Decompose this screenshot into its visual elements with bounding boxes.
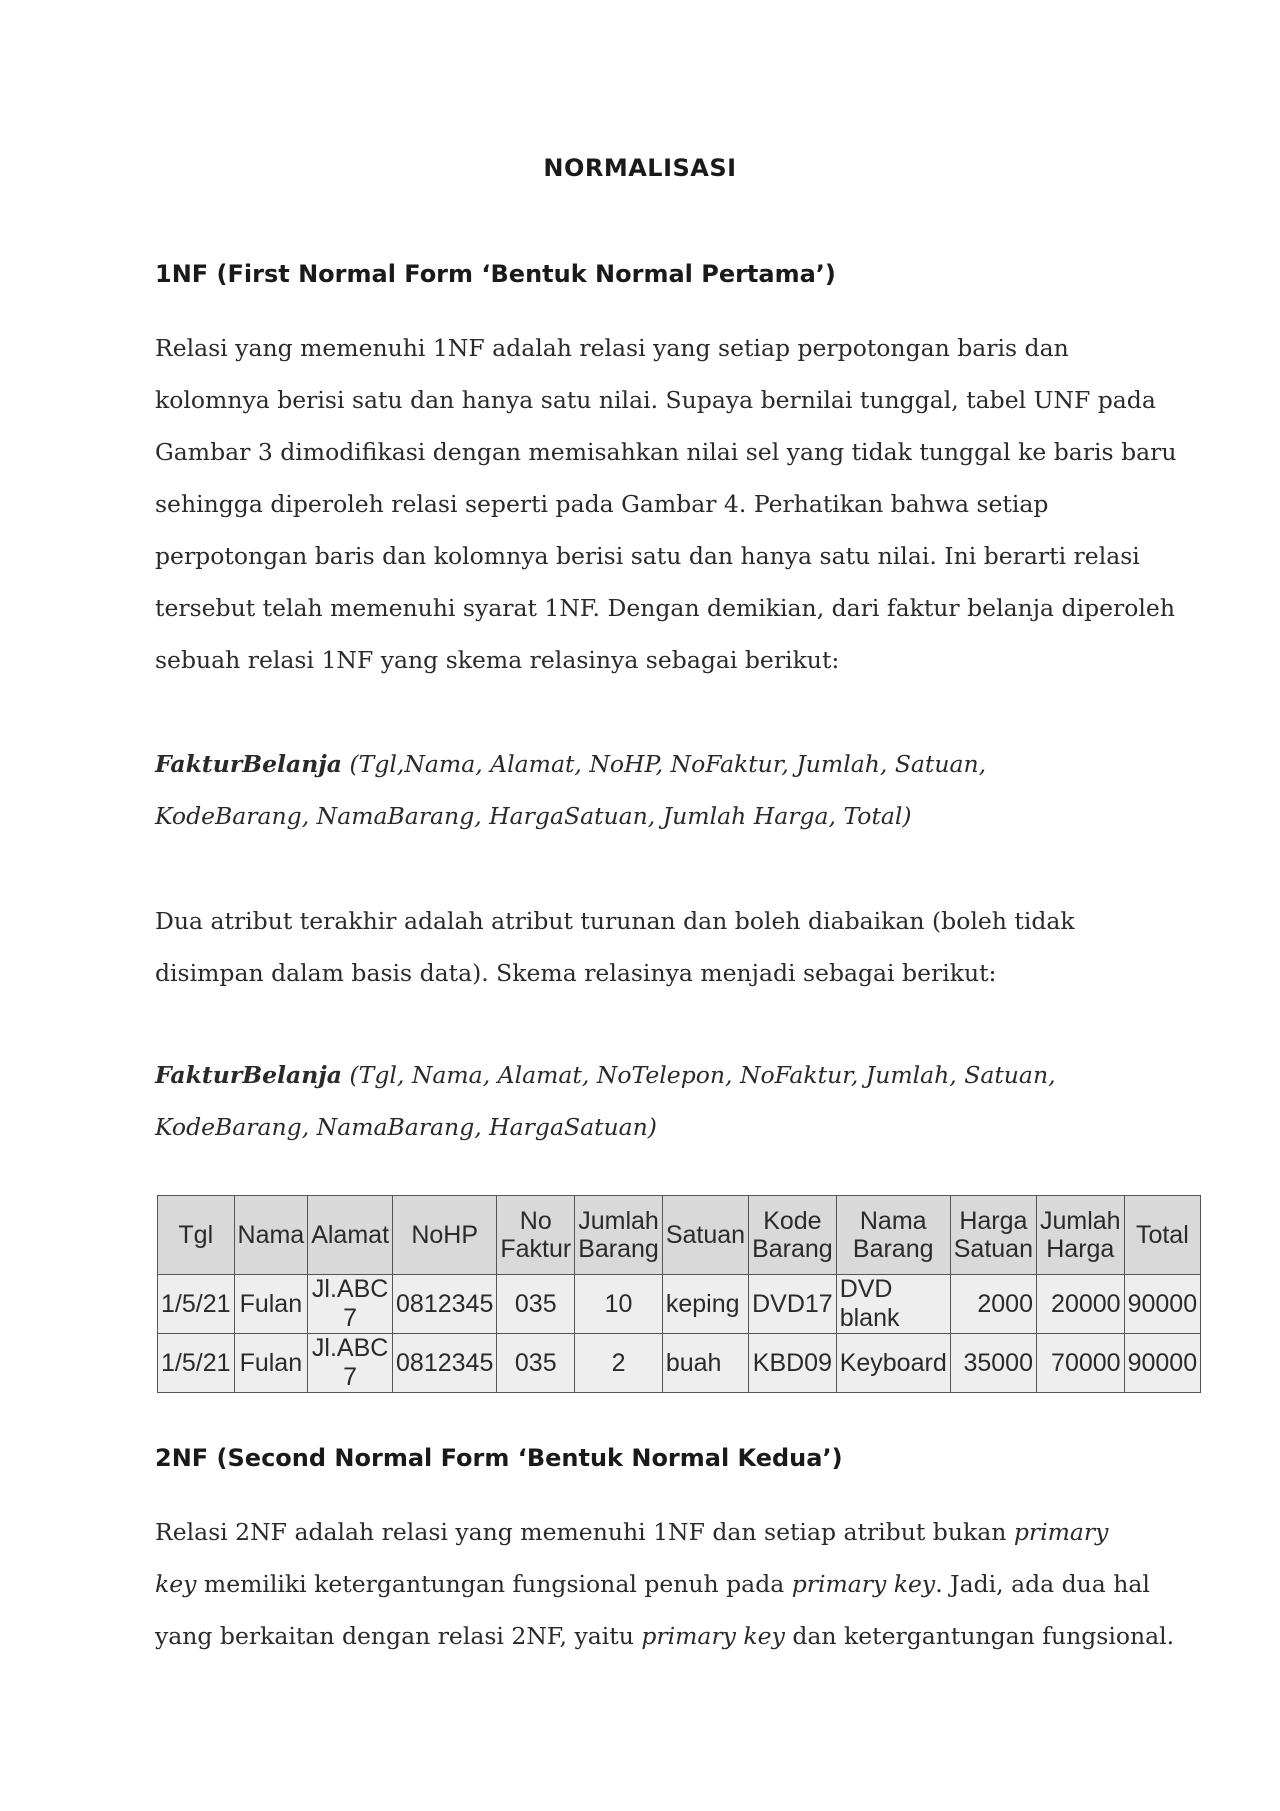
- table-cell: 0812345: [393, 1334, 497, 1393]
- table-cell: Jl.ABC 7: [308, 1275, 393, 1334]
- header-total: Total: [1124, 1196, 1201, 1275]
- table-cell: Fulan: [234, 1275, 308, 1334]
- paragraph-line: disimpan dalam basis data). Skema relasinya menjadi sebagai berikut:: [155, 959, 997, 987]
- table-cell: Jl.ABC 7: [308, 1334, 393, 1393]
- table-cell: DVD blank: [836, 1275, 950, 1334]
- header-no-faktur: No Faktur: [497, 1196, 575, 1275]
- table-cell: KBD09: [749, 1334, 837, 1393]
- table-cell: 1/5/21: [158, 1334, 235, 1393]
- relation-name: FakturBelanja: [155, 1061, 343, 1089]
- table-cell: buah: [662, 1334, 748, 1393]
- schema-line: KodeBarang, NamaBarang, HargaSatuan): [155, 1113, 657, 1141]
- table-row: [158, 1275, 1201, 1334]
- page-title: NORMALISASI: [543, 154, 737, 182]
- table-row: [158, 1334, 1201, 1393]
- table-cell: 0812345: [393, 1275, 497, 1334]
- section-1nf-paragraph: [155, 322, 1177, 686]
- paragraph-line: key memiliki ketergantungan fungsional penuh pada primary key. Jadi, ada dua hal: [155, 1570, 1150, 1598]
- paragraph-line: kolomnya berisi satu dan hanya satu nilai. Supaya bernilai tunggal, tabel UNF pada: [155, 386, 1156, 414]
- term-emphasis: key: [155, 1570, 197, 1598]
- paragraph-line: Relasi 2NF adalah relasi yang memenuhi 1NF dan setiap atribut bukan primary: [155, 1518, 1109, 1546]
- paragraph-line: Dua atribut terakhir adalah atribut turunan dan boleh diabaikan (boleh tidak: [155, 907, 1075, 935]
- paragraph-line: tersebut telah memenuhi syarat 1NF. Dengan demikian, dari faktur belanja diperoleh: [155, 594, 1175, 622]
- table-header-row: [158, 1196, 1201, 1275]
- table-cell: 35000: [950, 1334, 1036, 1393]
- table-cell: Keyboard: [836, 1334, 950, 1393]
- schema-line: KodeBarang, NamaBarang, HargaSatuan, Jumlah Harga, Total): [155, 802, 912, 830]
- section-2nf-heading: 2NF (Second Normal Form ‘Bentuk Normal Kedua’): [155, 1444, 843, 1472]
- table-cell: 90000: [1124, 1275, 1201, 1334]
- paragraph-line: Relasi yang memenuhi 1NF adalah relasi yang setiap perpotongan baris dan: [155, 334, 1069, 362]
- table-cell: 10: [575, 1275, 663, 1334]
- table-cell: 90000: [1124, 1334, 1201, 1393]
- schema-attributes: (Tgl,Nama, Alamat, NoHP, NoFaktur, Jumlah, Satuan,: [342, 750, 987, 778]
- table-cell: 2: [575, 1334, 663, 1393]
- paragraph-line: Gambar 3 dimodifikasi dengan memisahkan nilai sel yang tidak tunggal ke baris baru: [155, 438, 1177, 466]
- table-cell: 2000: [950, 1275, 1036, 1334]
- header-kode-barang: Kode Barang: [749, 1196, 837, 1275]
- table-cell: DVD17: [749, 1275, 837, 1334]
- relation-name: FakturBelanja: [155, 750, 343, 778]
- header-jumlah-harga: Jumlah Harga: [1036, 1196, 1124, 1275]
- header-nama-barang: Nama Barang: [836, 1196, 950, 1275]
- table-cell: keping: [662, 1275, 748, 1334]
- table-cell: 035: [497, 1275, 575, 1334]
- relation-schema-2: [155, 1049, 1135, 1153]
- schema-line: [155, 1049, 1135, 1101]
- paragraph-line: sehingga diperoleh relasi seperti pada Gambar 4. Perhatikan bahwa setiap: [155, 490, 1049, 518]
- table-cell: 70000: [1036, 1334, 1124, 1393]
- table-cell: 1/5/21: [158, 1275, 235, 1334]
- header-alamat: Alamat: [308, 1196, 393, 1275]
- header-satuan: Satuan: [662, 1196, 748, 1275]
- relation-schema-1: [155, 738, 1135, 842]
- schema-attributes: (Tgl, Nama, Alamat, NoTelepon, NoFaktur, Jumlah, Satuan,: [342, 1061, 1056, 1089]
- paragraph-line: perpotongan baris dan kolomnya berisi satu dan hanya satu nilai. Ini berarti relasi: [155, 542, 1140, 570]
- section-2nf-paragraph: [155, 1506, 1175, 1662]
- paragraph-line: yang berkaitan dengan relasi 2NF, yaitu primary key dan ketergantungan fungsional.: [155, 1622, 1175, 1650]
- header-nama: Nama: [234, 1196, 308, 1275]
- faktur-belanja-1nf-table: [157, 1195, 1201, 1393]
- table-cell: 20000: [1036, 1275, 1124, 1334]
- term-emphasis: primary key: [791, 1570, 936, 1598]
- table-cell: Fulan: [234, 1334, 308, 1393]
- term-emphasis: primary key: [641, 1622, 785, 1650]
- term-emphasis: primary: [1013, 1518, 1109, 1546]
- section-1nf-heading: 1NF (First Normal Form ‘Bentuk Normal Pertama’): [155, 260, 836, 288]
- table-cell: 035: [497, 1334, 575, 1393]
- section-1nf-paragraph-2: [155, 895, 1135, 999]
- paragraph-line: sebuah relasi 1NF yang skema relasinya sebagai berikut:: [155, 646, 840, 674]
- header-nohp: NoHP: [393, 1196, 497, 1275]
- schema-line: [155, 738, 1135, 790]
- header-harga-satuan: Harga Satuan: [950, 1196, 1036, 1275]
- header-jumlah-barang: Jumlah Barang: [575, 1196, 663, 1275]
- header-tgl: Tgl: [158, 1196, 235, 1275]
